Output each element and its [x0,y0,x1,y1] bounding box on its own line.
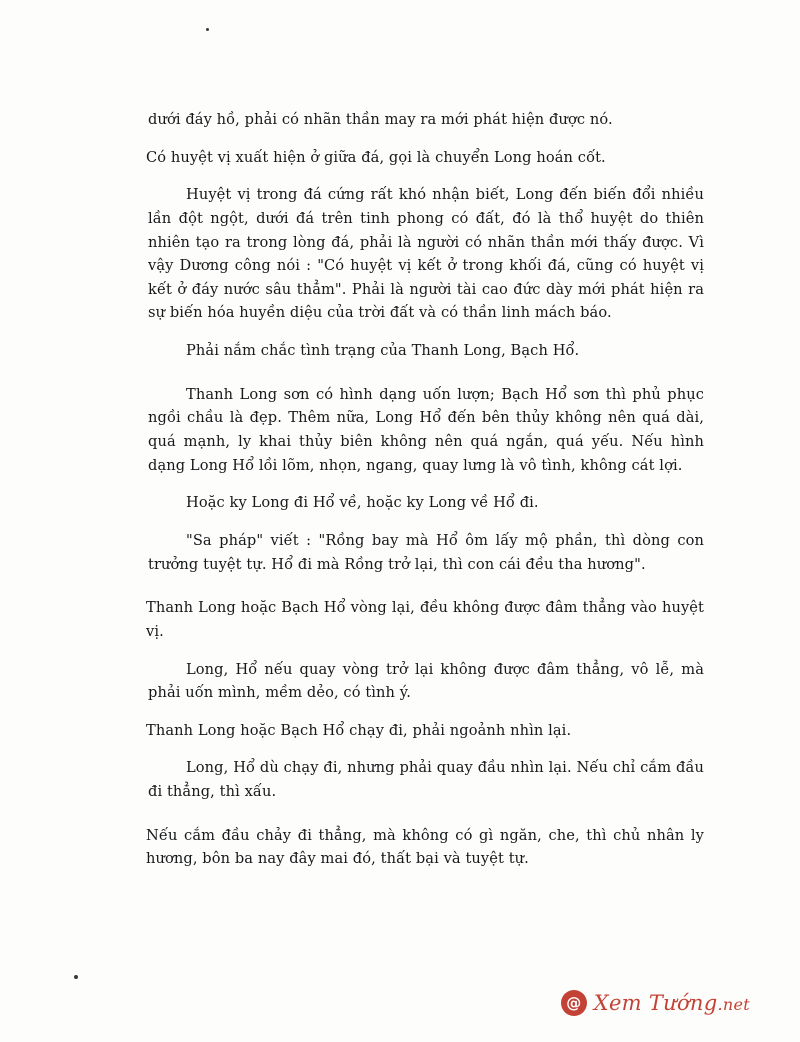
paragraph: Hoặc ky Long đi Hổ về, hoặc ky Long về Hổ đi. [186,494,539,512]
page-speck [74,975,78,979]
paragraph: Thanh Long hoặc Bạch Hổ vòng lại, đều không được đâm thẳng vào huyệt vị. [146,599,704,640]
paragraph: Có huyệt vị xuất hiện ở giữa đá, gọi là chuyển Long hoán cốt. [146,148,606,166]
watermark-badge-icon: @ [561,990,587,1016]
watermark [561,990,750,1016]
watermark-label [594,991,750,1015]
paragraph: Thanh Long sơn có hình dạng uốn lượn; Bạch Hổ sơn thì phủ phục ngồi chầu là đẹp. Thêm nữa, Long Hổ đến bên thủy không nên quá dài, quá mạnh, ly khai thủy biên không nên quá ngắn, quá yếu. Nếu hình dạng Long Hổ lồi lõm, nhọn, ngang, quay lưng là vô tình, không cát lợi. [148,385,704,474]
page-speck [206,28,209,31]
paragraph: dưới đáy hồ, phải có nhãn thần may ra mới phát hiện được nó. [148,111,613,128]
paragraph: Thanh Long hoặc Bạch Hổ chạy đi, phải ngoảnh nhìn lại. [146,721,572,739]
watermark-domain: .net [717,995,750,1014]
paragraph: Long, Hổ nếu quay vòng trở lại không được đâm thẳng, vô lễ, mà phải uốn mình, mềm dẻo, có tình ý. [148,660,704,702]
paragraph: Nếu cắm đầu chảy đi thẳng, mà không có gì ngăn, che, thì chủ nhân ly hương, bôn ba nay đây mai đó, thất bại và tuyệt tự. [146,826,704,868]
paragraph: "Sa pháp" viết : "Rồng bay mà Hổ ôm lấy mộ phần, thì dòng con trưởng tuyệt tự. Hổ đi mà Rồng trở lại, thì con cái đều tha hương". [148,531,704,573]
paragraph: Long, Hổ dù chạy đi, nhưng phải quay đầu nhìn lại. Nếu chỉ cắm đầu đi thẳng, thì xấu. [148,759,704,801]
paragraph: Huyệt vị trong đá cứng rất khó nhận biết, Long đến biến đổi nhiều lần đột ngột, dưới đá trên tinh phong có đất, đó là thổ huyệt do thiên nhiên tạo ra trong lòng đá, phải là người có nhãn thần mới thấy được. Vì vậy Dương công nói : "Có huyệt vị kết ở trong khối đá, cũng có huyệt vị kết ở đáy nước sâu thẳm". Phải là người tài cao đức dày mới phát hiện ra sự biến hóa huyền diệu của trời đất và có thần linh mách báo. [148,186,704,322]
watermark-name: Xem Tướng [593,991,718,1015]
document-body [148,108,704,885]
paragraph: Phải nắm chắc tình trạng của Thanh Long, Bạch Hổ. [186,342,580,360]
